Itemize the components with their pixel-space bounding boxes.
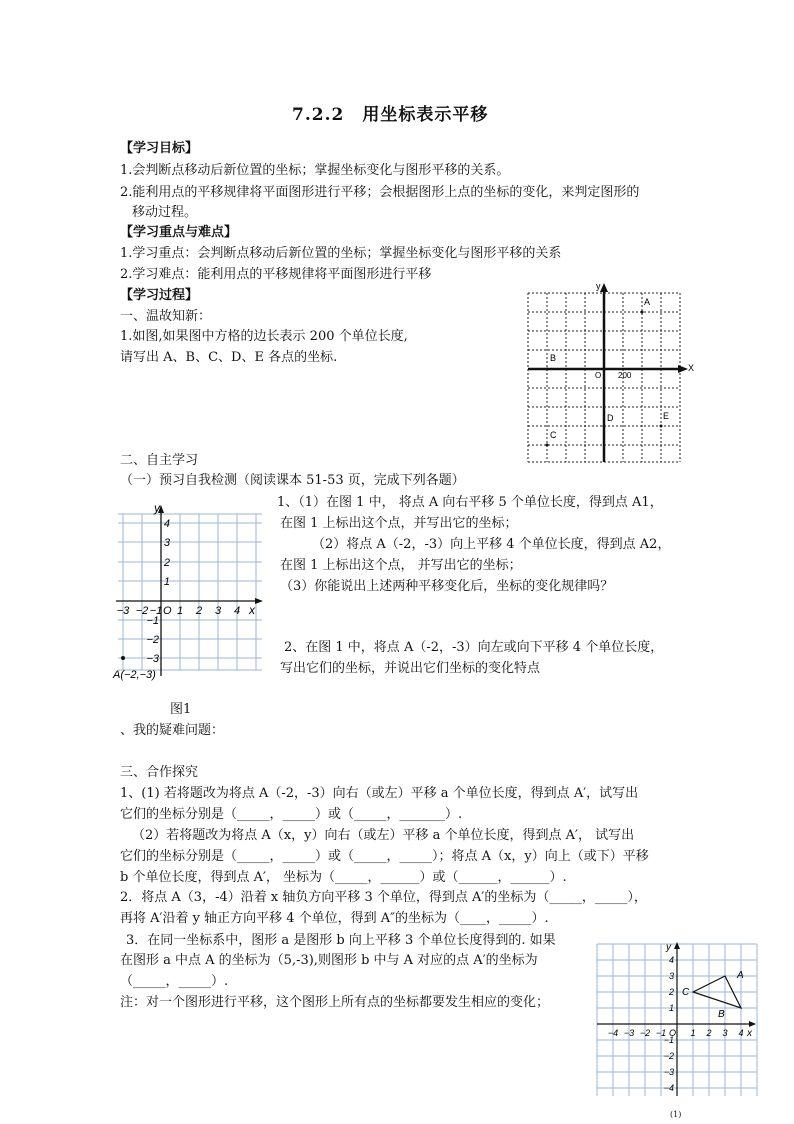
self-p7: 写出它们的坐标，并说出它们坐标的变化特点	[280, 661, 541, 676]
grid2-xtick: −1	[149, 605, 163, 617]
grid3-xtick: 2	[706, 1028, 712, 1038]
grid3-ytick: 1	[668, 1003, 674, 1013]
grid3-xtick: 1	[690, 1028, 696, 1038]
grid1-label-b: B	[550, 353, 557, 363]
self-p1: 1、（1）在图 1 中， 将点 A 向右平移 5 个单位长度，得到点 A1，	[277, 495, 663, 510]
grid3-label-a: A	[737, 970, 744, 981]
grid2-ytick: 2	[163, 557, 170, 569]
grid-figure-2	[112, 500, 272, 685]
grid2-ytick: −3	[146, 653, 159, 665]
grid3-x-label: x	[747, 1028, 752, 1039]
grid1-label-e: E	[663, 411, 670, 421]
coop-line-3: （2）若将题改为将点 A（x，y）向右（或左）平移 a 个单位长度，得到点 A′， 试写出	[132, 828, 635, 843]
grid2-xtick: 4	[233, 605, 241, 617]
grid1-label-a: A	[644, 297, 651, 307]
grid1-point-d	[603, 425, 606, 428]
grid3-xtick: 4	[738, 1028, 744, 1038]
grid2-xtick: −3	[116, 605, 130, 617]
grid3-xtick: −1	[655, 1028, 667, 1038]
grid1-point-b	[546, 368, 549, 371]
grid3-label-b: B	[718, 1009, 725, 1020]
figure-1-caption: 图1	[170, 702, 192, 717]
coop-line-8: 3．在同一坐标系中，图形 a 是图形 b 向上平移 3 个单位长度得到的. 如果	[126, 933, 556, 948]
coop-line-4: 它们的坐标分别是（_____，_____）或（_____，_____）；将点 A（x，y）向上（或下）平移	[120, 849, 649, 864]
grid2-ytick: 1	[163, 576, 170, 588]
grid3-ytick: −4	[663, 1083, 674, 1093]
grid3-xtick: −2	[639, 1028, 651, 1038]
grid3-ytick: 3	[668, 971, 674, 981]
grid2-point-label: A(−2,−3)	[113, 669, 156, 681]
grid3-origin-label: O	[669, 1028, 677, 1038]
grid-figure-1	[522, 280, 697, 465]
grid2-origin-label: O	[163, 605, 172, 617]
grid2-xtick: 3	[214, 605, 222, 617]
grid2-ytick: −1	[146, 615, 159, 627]
grid1-y-label: y	[596, 281, 601, 291]
grid3-ytick: −3	[663, 1067, 674, 1077]
self-p5: （3）你能说出上述两种平移变化后，坐标的变化规律吗？	[280, 579, 614, 594]
grid2-y-label: y	[154, 501, 160, 515]
grid3-label-c: C	[682, 987, 690, 998]
goals-line-1: 1.会判断点移动后新位置的坐标；掌握坐标变化与图形平移的关系。	[120, 163, 510, 178]
difficult-question-prompt: 、我的疑难问题：	[120, 723, 225, 738]
grid1-point-c	[546, 444, 549, 447]
review-q1-line-2: 请写出 A、B、C、D、E 各点的坐标.	[120, 350, 338, 365]
grid2-ytick: 4	[163, 518, 170, 530]
self-p2: 在图 1 上标出这个点，并写出它的坐标；	[280, 516, 518, 531]
coop-line-9: 在图形 a 中点 A 的坐标为（5,-3),则图形 b 中与 A 对应的点 A′的坐标为	[120, 953, 538, 968]
grid3-ytick: 2	[668, 987, 674, 997]
goals-line-2: 2.能利用点的平移规律将平面图形进行平移；会根据图形上点的坐标的变化，来判定图形的	[120, 185, 640, 200]
cooperation-heading: 三、合作探究	[120, 765, 199, 780]
coop-line-10: （_____，_____）.	[120, 974, 229, 989]
self-study-subheading: （一）预习自我检测（阅读课本 51-53 页，完成下列各题）	[120, 473, 465, 488]
grid2-ytick: 3	[163, 537, 170, 549]
coop-line-6: 2．将点 A（3，-4）沿着 x 轴负方向平移 3 个单位，得到点 A′的坐标为（_____，_____），	[120, 890, 647, 905]
grid1-tick-label: 200	[618, 371, 632, 380]
goals-heading: 【学习目标】	[120, 141, 199, 156]
keys-line-1: 1.学习重点：会判断点移动后新位置的坐标；掌握坐标变化与图形平移的关系	[120, 246, 562, 261]
grid2-xtick: 2	[195, 605, 203, 617]
self-p6: 2、在图 1 中，将点 A（-2，-3）向左或向下平移 4 个单位长度，	[284, 640, 664, 655]
grid3-xtick: −4	[607, 1028, 619, 1038]
goals-line-3: 移动过程。	[132, 205, 198, 220]
coop-line-2: 它们的坐标分别是（_____，_____）或（_____，_______）.	[120, 807, 463, 822]
page-number: (1)	[670, 1110, 682, 1119]
process-heading: 【学习过程】	[120, 288, 199, 303]
grid2-x-label: x	[249, 603, 255, 617]
coop-note: 注：对一个图形进行平移，这个图形上所有点的坐标都要发生相应的变化；	[120, 995, 550, 1010]
grid1-point-a	[641, 311, 644, 314]
grid2-ytick: −2	[146, 634, 159, 646]
grid1-origin-label: O	[595, 371, 602, 380]
grid1-point-e	[660, 425, 663, 428]
review-q1-line-1: 1.如图,如果图中方格的边长表示 200 个单位长度,	[120, 329, 408, 344]
keys-line-2: 2.学习难点：能利用点的平移规律将平面图形进行平移	[120, 267, 432, 282]
self-p3: （2）将点 A（-2，-3）向上平移 4 个单位长度，得到点 A2，	[312, 537, 671, 552]
grid2-point-a	[121, 656, 125, 660]
grid3-y-label: y	[666, 942, 671, 953]
coop-line-1: 1、(1) 若将题改为将点 A（-2，-3）向右（或左）平移 a 个单位长度，得到点 A′，试写出	[120, 786, 639, 801]
grid1-label-c: C	[550, 430, 557, 440]
grid2-xtick: 1	[176, 605, 184, 617]
keys-heading: 【学习重点与难点】	[120, 225, 238, 240]
coop-line-7: 再将 A′沿着 y 轴正方向平移 4 个单位，得到 A″的坐标为（____，_____）.	[120, 911, 549, 926]
grid-figure-3	[592, 940, 762, 1100]
page-title: 7.2.2 用坐标表示平移	[292, 105, 489, 125]
grid1-label-d: D	[607, 413, 614, 423]
grid3-ytick: −2	[663, 1051, 674, 1061]
grid3-ytick: −1	[663, 1035, 674, 1045]
review-heading: 一、温故知新：	[120, 309, 212, 324]
grid3-ytick: 4	[668, 955, 674, 965]
self-p4: 在图 1 上标出这个点， 并写出它的坐标；	[280, 558, 522, 573]
grid3-xtick: −3	[623, 1028, 635, 1038]
grid2-xtick: −2	[135, 605, 149, 617]
grid1-x-label: X	[688, 363, 695, 373]
self-study-heading: 二、自主学习	[120, 453, 199, 468]
grid3-xtick: 3	[722, 1028, 728, 1038]
coop-line-5: b 个单位长度，得到点 A′， 坐标为（_____，______）或（______，______）.	[120, 870, 567, 885]
